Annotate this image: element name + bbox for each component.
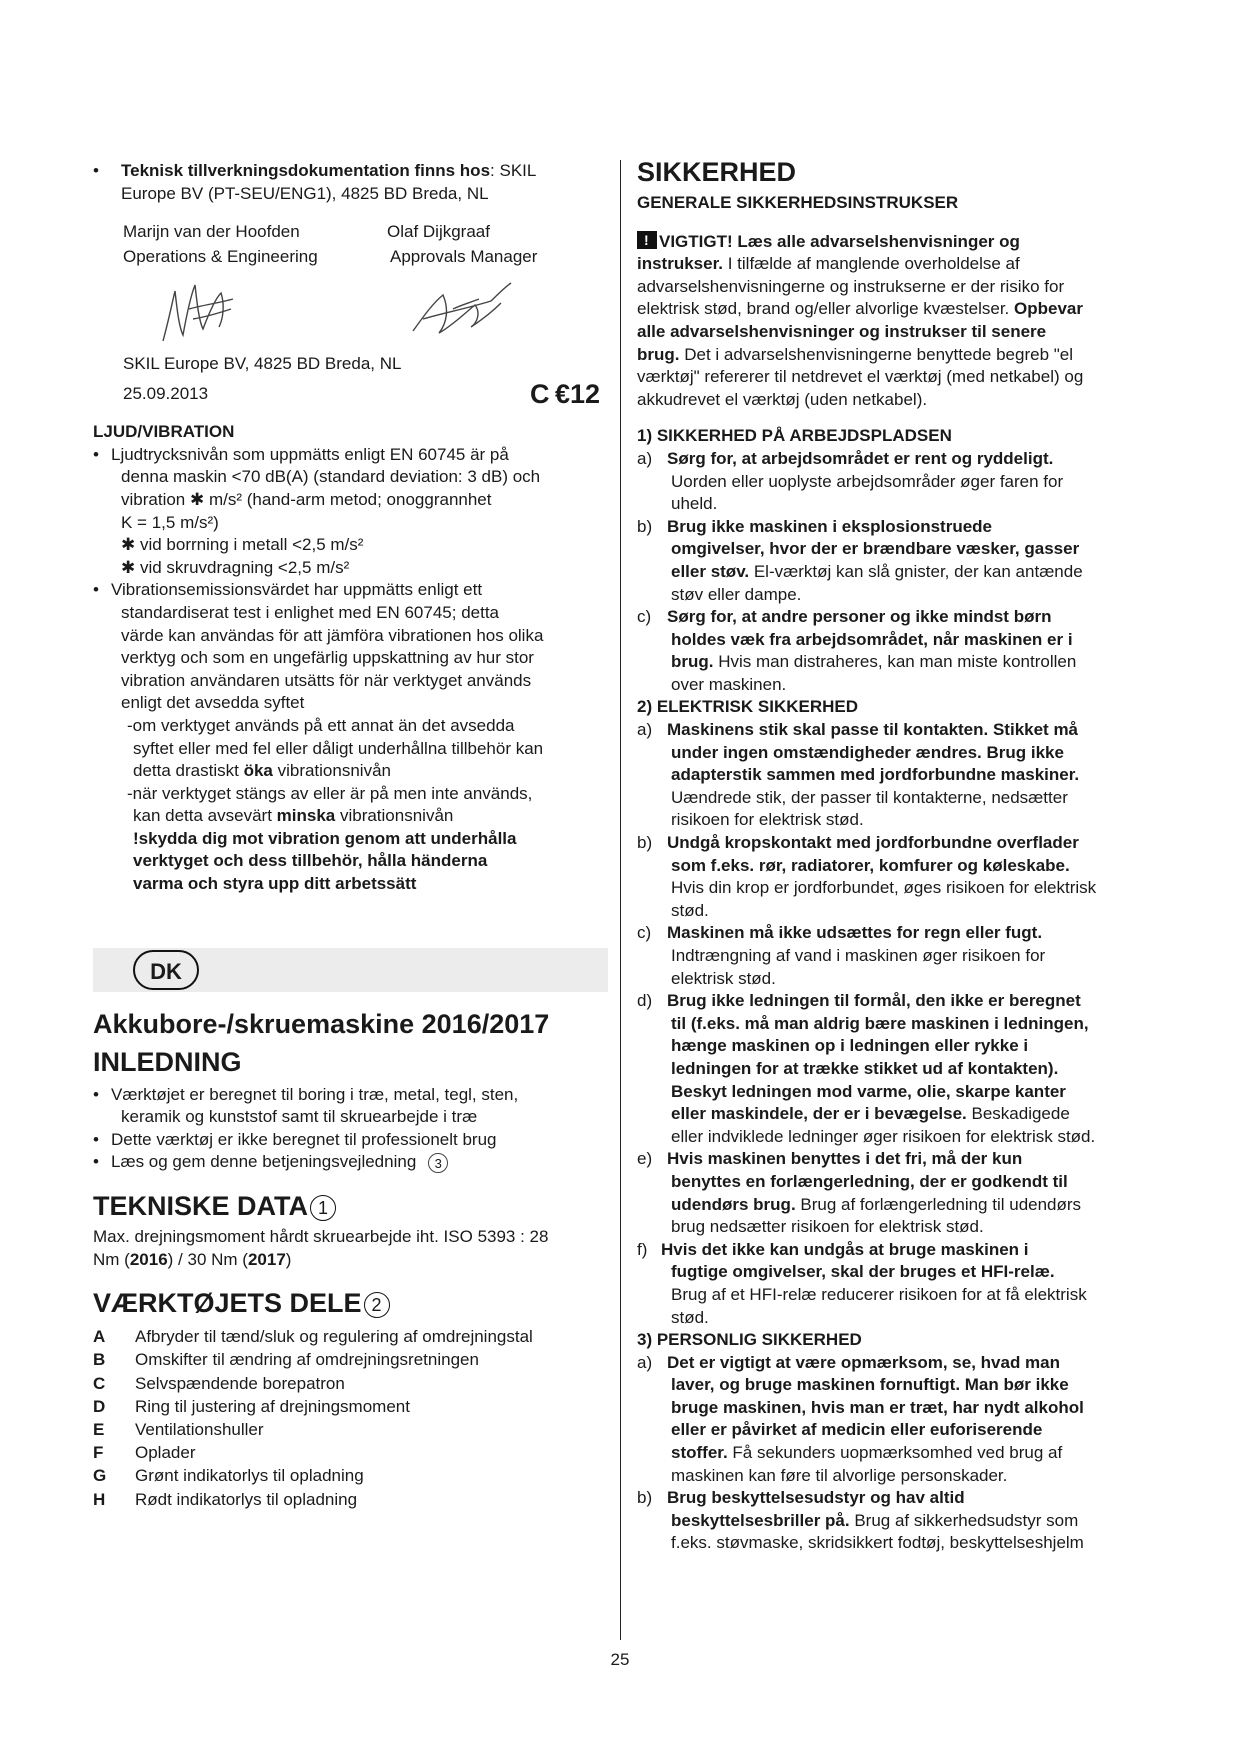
text-line: risikoen for elektrisk stød.: [671, 810, 864, 830]
text-run: ): [285, 1249, 292, 1269]
text-line: uheld.: [671, 494, 718, 514]
text-line: Uorden eller uoplyste arbejdsområder øger faren for: [671, 471, 1064, 491]
text-run: eller støv.: [671, 561, 750, 581]
part-description: Selvspændende borepatron: [135, 1373, 345, 1393]
part-key: H: [93, 1489, 106, 1509]
text-line: over maskinen.: [671, 674, 787, 694]
part-item: [93, 1488, 608, 1511]
text-line: holdes væk fra arbejdsområdet, når maskinen er i: [671, 629, 1073, 649]
signatory-titles: [93, 244, 608, 269]
text-run: I tilfælde af manglende overholdelse af: [723, 254, 1020, 274]
text-line: [93, 805, 608, 828]
text-line: Sørg for, at arbejdsområdet er rent og ryddeligt.: [667, 448, 1054, 468]
tool-parts-heading: [93, 1287, 608, 1319]
text-line: ✱ vid borrning i metall <2,5 m/s²: [121, 535, 364, 555]
torque-spec: Max. drejningsmoment hårdt skruearbejde iht. ISO 5393 : 28: [93, 1227, 549, 1247]
rule-label: f): [637, 1239, 648, 1259]
personal-safety-heading: 3) PERSONLIG SIKKERHED: [637, 1330, 862, 1350]
handwritten-signatures: [93, 269, 608, 351]
workplace-safety-heading: 1) SIKKERHED PÅ ARBEJDSPLADSEN: [637, 426, 952, 446]
text-line: akkudrevet el værktøj (uden netkabel).: [637, 389, 928, 409]
text-line: som f.eks. rør, radiatorer, komfurer og køleskabe.: [671, 855, 1070, 875]
rule-label: b): [637, 516, 653, 536]
text-run: Læs og gem denne betjeningsvejledning: [111, 1152, 417, 1172]
text-line: Sørg for, at andre personer og ikke mindst børn: [667, 607, 1052, 627]
rule-1c: [637, 606, 1152, 696]
figure-ref-3: 3: [428, 1153, 448, 1173]
part-item: [93, 1395, 608, 1418]
text-line: fugtige omgivelser, skal der bruges et HFI-relæ.: [671, 1262, 1055, 1282]
text-line: denna maskin <70 dB(A) (standard deviation: 3 dB) och: [121, 467, 541, 487]
text-run: öka: [243, 761, 273, 781]
part-item: [93, 1348, 608, 1371]
text-run: Brug af sikkerhedsudstyr som: [849, 1510, 1079, 1530]
text-run: minska: [276, 806, 336, 826]
rule-2c: [637, 922, 1152, 990]
text-line: • Vibrationsemissionsvärdet har uppmätts enligt ett: [111, 580, 483, 600]
part-item: [93, 1372, 608, 1395]
right-column: [637, 157, 1152, 1555]
rule-label: d): [637, 991, 653, 1011]
text-line: vibration ✱ m/s² (hand-arm metod; onoggrannhet: [121, 489, 492, 509]
text-line: verktyget och dess tillbehör, hålla händerna: [133, 851, 488, 871]
part-description: Ring til justering af drejningsmoment: [135, 1396, 410, 1416]
vibration-note-1: -om verktyget används på ett annat än det avsedda: [127, 715, 515, 735]
rule-label: b): [637, 1488, 653, 1508]
column-divider: [620, 160, 621, 1640]
figure-ref-2: 2: [364, 1292, 390, 1318]
sound-bullet-2: [93, 579, 608, 715]
part-description: Rødt indikatorlys til opladning: [135, 1489, 358, 1509]
text-line: värde kan användas för att jämföra vibrationen hos olika: [121, 625, 544, 645]
text-line: elektrisk stød.: [671, 968, 776, 988]
text-line: adapterstik sammen med jordforbundne maskiner.: [671, 765, 1080, 785]
warning-icon: [637, 231, 657, 249]
text-run: Brug af forlængerledning til udendørs: [795, 1194, 1082, 1214]
text-line: Maskinen må ikke udsættes for regn eller fugt.: [667, 923, 1043, 943]
rule-3b: [637, 1487, 1152, 1555]
text-run: 2016: [129, 1249, 168, 1269]
text-run: Opbevar: [1014, 299, 1083, 319]
rule-label: c): [637, 923, 652, 943]
part-description: Afbryder til tænd/sluk og regulering af omdrejningstal: [135, 1327, 533, 1347]
rule-2d: [637, 990, 1152, 1148]
text-line: til (f.eks. må man aldrig bære maskinen i ledningen,: [671, 1013, 1089, 1033]
rule-label: a): [637, 720, 653, 740]
text-run: vibrationsnivån: [335, 806, 454, 826]
tech-doc-label: Teknisk tillverkningsdokumentation finns hos: [121, 161, 491, 180]
text-line: Uændrede stik, der passer til kontakterne, nedsætter: [671, 787, 1068, 807]
text-line: Brug ikke maskinen i eksplosionstruede: [667, 516, 993, 536]
text-line: bruge maskinen, hvis man er træt, har nydt alkohol: [671, 1397, 1084, 1417]
vibration-note-2: -när verktyget stängs av eller är på men inte används,: [127, 783, 533, 803]
part-description: Oplader: [135, 1443, 196, 1463]
text-line: brug nedsætter risikoen for elektrisk stød.: [671, 1217, 984, 1237]
text-line: syftet eller med fel eller dåligt underhållna tillbehör kan: [133, 738, 544, 758]
text-line: Brug ikke ledningen til formål, den ikke er beregnet: [667, 991, 1081, 1011]
general-safety-heading: GENERALE SIKKERHEDSINSTRUKSER: [637, 193, 959, 212]
text-line: !skydda dig mot vibration genom att underhålla: [133, 828, 517, 848]
text-line: laver, og bruge maskinen fornuftigt. Man bør ikke: [671, 1375, 1069, 1395]
intro-bullet-3: [93, 1151, 608, 1174]
signatory-title-2: Approvals Manager: [390, 247, 538, 267]
vibration-warning: [93, 828, 608, 896]
part-item: [93, 1464, 608, 1487]
text-run: beskyttelsesbriller på.: [671, 1510, 850, 1530]
ce-mark-logo: C €12: [530, 379, 600, 410]
rule-2a: [637, 719, 1152, 832]
text-line: varma och styra upp ditt arbetssätt: [133, 874, 417, 894]
text-line: benyttes en forlængerledning, der er godkendt til: [671, 1171, 1068, 1191]
text-run: brug.: [637, 344, 680, 364]
text-line: • Ljudtrycksnivån som uppmätts enligt EN 60745 är på: [111, 444, 509, 464]
tech-doc-bullet: [93, 160, 608, 205]
page-number: 25: [610, 1650, 630, 1669]
part-key: B: [93, 1350, 106, 1370]
electrical-safety-heading: 2) ELEKTRISK SIKKERHED: [637, 697, 859, 717]
text-line: under ingen omstændigheder ændres. Brug ikke: [671, 742, 1064, 762]
text-line: omgivelser, hvor der er brændbare væsker, gasser: [671, 539, 1080, 559]
text-line: f.eks. støvmaske, skridsikkert fodtøj, beskyttelseshjelm: [671, 1533, 1084, 1553]
text-line: eller indviklede ledninger øger risikoen for elektrisk stød.: [671, 1126, 1096, 1146]
rule-2e: [637, 1148, 1152, 1238]
text-line: verktyg och som en ungefärlig uppskattning av hur stor: [121, 648, 534, 668]
safety-heading: SIKKERHED: [637, 157, 797, 187]
language-bar: [93, 948, 608, 992]
product-title: Akkubore-/skruemaskine 2016/2017: [93, 1008, 550, 1039]
part-key: C: [93, 1373, 106, 1393]
intro-bullet-2: • Dette værktøj er ikke beregnet til professionelt brug: [93, 1129, 608, 1152]
part-key: D: [93, 1396, 106, 1416]
sound-vibration-heading: LJUD/VIBRATION: [93, 422, 235, 442]
text-line: værktøj" refererer til netdrevet el værktøj (med netkabel) og: [637, 367, 1084, 387]
intro-bullet-1: [93, 1084, 608, 1129]
part-key: F: [93, 1443, 104, 1463]
text-run: kan detta avsevärt: [133, 806, 277, 826]
text-run: ) / 30 Nm (: [167, 1249, 248, 1269]
text-line: stød.: [671, 1307, 709, 1327]
part-description: Omskifter til ændring af omdrejningsretningen: [135, 1350, 479, 1370]
rule-3a: [637, 1352, 1152, 1488]
tech-doc-address: Europe BV (PT-SEU/ENG1), 4825 BD Breda, NL: [121, 183, 489, 203]
introduction-heading: INLEDNING: [93, 1046, 242, 1077]
text-run: eller maskindele, der er i bevægelse.: [671, 1104, 967, 1124]
rule-2f: [637, 1239, 1152, 1329]
part-item: [93, 1441, 608, 1464]
part-item: [93, 1418, 608, 1441]
signatory-name-2: Olaf Dijkgraaf: [387, 222, 490, 242]
text-line: Indtrængning af vand i maskinen øger risikoen for: [671, 946, 1046, 965]
text-line: Hvis maskinen benyttes i det fri, må der kun: [667, 1149, 1023, 1169]
signatory-name-1: Marijn van der Hoofden: [123, 222, 300, 242]
text-line: eller er påvirket af medicin eller euforiserende: [671, 1420, 1043, 1440]
parts-list: [93, 1325, 608, 1511]
text-run: detta drastiskt: [133, 761, 244, 781]
rule-1b: [637, 516, 1152, 606]
text-line: vibration användaren utsätts för när verktyget används: [121, 670, 532, 690]
important-warning: [637, 231, 1152, 412]
signatory-title-1: Operations & Engineering: [123, 247, 318, 267]
text-run: Hvis man distraheres, kan man miste kontrollen: [713, 652, 1077, 672]
text-run: stoffer.: [671, 1443, 728, 1463]
text-line: [93, 760, 608, 783]
text-run: 2017: [247, 1249, 286, 1269]
text-run: VÆRKTØJETS DELE: [93, 1288, 362, 1319]
text-line: hænge maskinen op i ledningen eller rykke i: [671, 1036, 1029, 1056]
text-line: standardiserat test i enlighet med EN 60745; detta: [121, 602, 500, 622]
part-key: G: [93, 1466, 107, 1486]
text-line: ✱ vid skruvdragning <2,5 m/s²: [121, 557, 350, 577]
left-column: [93, 160, 608, 1511]
text-line: Beskyt ledningen mod varme, olie, skarpe kanter: [671, 1081, 1066, 1101]
text-line: stød.: [671, 900, 709, 920]
company-address: SKIL Europe BV, 4825 BD Breda, NL: [123, 354, 402, 374]
text-line: K = 1,5 m/s²): [121, 512, 219, 532]
signatures: [93, 269, 608, 351]
text-line: Undgå kropskontakt med jordforbundne overflader: [667, 833, 1079, 853]
sound-bullet-1: [93, 444, 608, 580]
figure-ref-1: 1: [310, 1195, 336, 1221]
rule-2b: [637, 832, 1152, 922]
part-description: Ventilationshuller: [135, 1420, 264, 1440]
text-line: ledningen for at trække stikket ud af kontakten).: [671, 1058, 1059, 1078]
dk-language-badge: DK: [133, 950, 199, 990]
text-run: vibrationsnivån: [272, 761, 391, 781]
text-line: Brug beskyttelsesudstyr og hav altid: [667, 1488, 965, 1508]
text-run: Nm (: [93, 1249, 130, 1269]
text-run: El-værktøj kan slå gnister, der kan antænde: [749, 561, 1083, 581]
part-key: A: [93, 1327, 106, 1347]
part-description: Grønt indikatorlys til opladning: [135, 1466, 364, 1486]
text-line: advarselshenvisningerne og instrukserne er der risiko for: [637, 276, 1065, 296]
text-line: alle advarselshenvisninger og instrukser til senere: [637, 321, 1047, 341]
rule-label: e): [637, 1149, 653, 1169]
text-run: elektrisk stød, brand og/eller alvorlige kvæstelser.: [637, 299, 1014, 319]
text-run: instrukser.: [637, 254, 723, 274]
text-line: Brug af et HFI-relæ reducerer risikoen for at få elektrisk: [671, 1284, 1087, 1304]
text-line: enligt det avsedda syftet: [121, 693, 305, 713]
tech-doc-value: : SKIL: [490, 161, 537, 180]
part-item: [93, 1325, 608, 1348]
text-line: Det er vigtigt at være opmærksom, se, hvad man: [667, 1352, 1061, 1372]
text-run: Det i advarselshenvisningerne benyttede begreb "el: [679, 344, 1074, 364]
text-run: udendørs brug.: [671, 1194, 796, 1214]
text-run: Beskadigede: [966, 1104, 1070, 1124]
text-run: TEKNISKE DATA: [93, 1191, 308, 1222]
rule-label: c): [637, 607, 652, 627]
text-line: Hvis det ikke kan undgås at bruge maskinen i: [661, 1239, 1029, 1259]
text-line: Hvis din krop er jordforbundet, øges risikoen for elektrisk: [671, 878, 1097, 898]
text-line: maskinen kan føre til alvorlige personskader.: [671, 1465, 1008, 1485]
signatory-names: [93, 219, 608, 244]
text-line: Maskinens stik skal passe til kontakten. Stikket må: [667, 720, 1079, 740]
declaration-date: 25.09.2013: [123, 384, 209, 404]
text-run: Få sekunders uopmærksomhed ved brug af: [727, 1443, 1063, 1463]
rule-label: a): [637, 448, 653, 468]
text-line: [93, 1249, 608, 1272]
rule-label: b): [637, 833, 653, 853]
technical-data-heading: [93, 1190, 608, 1222]
text-line: • Værktøjet er beregnet til boring i træ, metal, tegl, sten,: [111, 1084, 519, 1104]
rule-label: a): [637, 1352, 653, 1372]
part-key: E: [93, 1420, 105, 1440]
rule-1a: [637, 448, 1152, 516]
text-run: brug.: [671, 652, 714, 672]
text-line: støv eller dampe.: [671, 584, 802, 604]
text-line: keramik og kunststof samt til skruearbejde i træ: [121, 1107, 478, 1127]
text-run: VIGTIGT! Læs alle advarselshenvisninger og: [659, 231, 1020, 251]
